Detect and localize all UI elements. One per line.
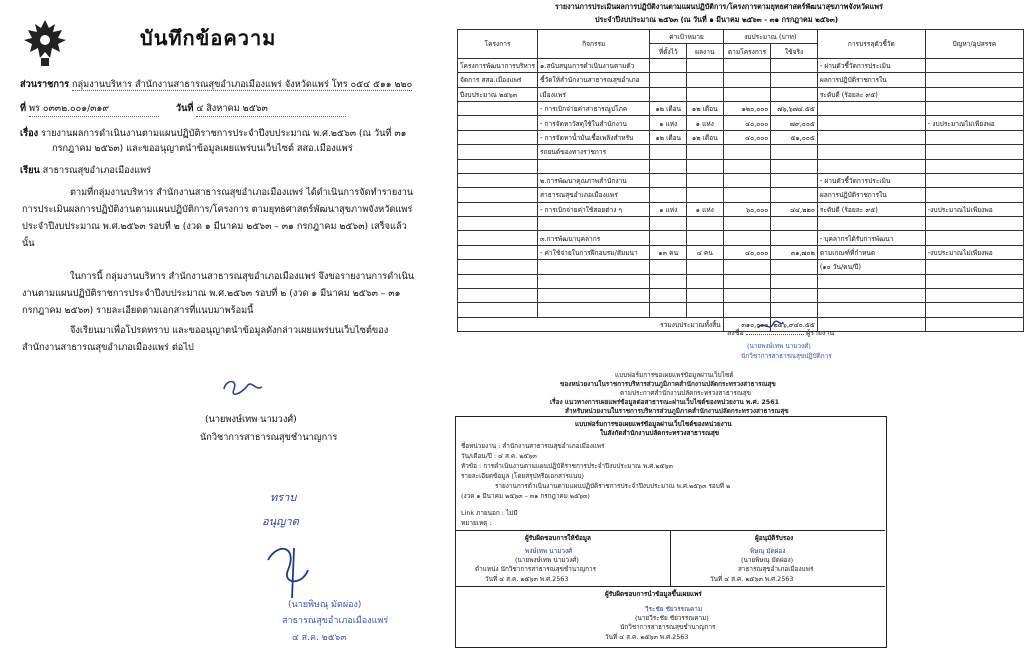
resp-name-2: (นายพงษ์เทพ นามวงศ์)	[515, 556, 579, 564]
stamp-title: สาธารณสุขอำเภอเมืองแพร่	[282, 616, 389, 626]
table-cell-b1	[723, 87, 771, 101]
pub-name: วีระชัย ชัยวรรณคาม	[645, 605, 703, 613]
stamp-name: (นายพิษณุ มัดผ่อง)	[288, 600, 362, 610]
resp-title: ผู้รับผิดชอบการให้ข้อมูล	[525, 534, 591, 542]
table-cell-b2	[771, 217, 818, 231]
table-cell-t2	[687, 173, 724, 187]
table-cell-project	[458, 260, 538, 274]
table-cell-t1	[650, 58, 687, 72]
total-used: ๒๔๖,๙๔๐.๕๕	[771, 317, 818, 331]
table-cell-problem	[925, 58, 1023, 72]
report-table-body	[458, 58, 1024, 317]
table-cell-b2	[771, 173, 818, 187]
table-cell-activity: - การจัดหาวัสดุใช้ในสำนักงาน	[538, 116, 650, 130]
date-label: วันที่	[175, 103, 194, 114]
table-cell-success	[817, 289, 925, 303]
table-cell-problem	[925, 73, 1023, 87]
memo-title: บันทึกข้อความ	[140, 26, 277, 50]
form-date: วัน/เดือน/ปี : ๔ ส.ค. ๒๕๖๓	[461, 452, 537, 460]
total-plan: ๓๑๐,๐๐๐	[723, 317, 771, 331]
table-cell-project	[458, 173, 538, 187]
table-row	[458, 217, 1024, 231]
signer-title: นักวิชาการสาธารณสุขชำนาญการ	[200, 432, 338, 443]
table-cell-success	[817, 101, 925, 115]
table-cell-problem	[925, 260, 1023, 274]
table-cell-success	[817, 303, 925, 317]
reporter-name: (นายพงษ์เทพ นามวงศ์)	[747, 342, 811, 350]
table-cell-t2: ๔ คน	[687, 245, 724, 259]
total-label: รวมงบประมาณทั้งสิ้น	[458, 317, 724, 331]
table-cell-t2	[687, 58, 724, 72]
col-target-result: ผลงาน	[687, 44, 724, 58]
table-cell-problem	[925, 101, 1023, 115]
table-cell-t1	[650, 87, 687, 101]
garuda-emblem-icon	[22, 16, 68, 68]
resp-position: ตำแหน่ง นักวิชาการสาธารณสุขชำนาญการ	[475, 565, 597, 573]
table-cell-t1: ๑๓ คน	[650, 245, 687, 259]
table-cell-t2: ๑๒ เดือน	[687, 101, 724, 115]
to-row	[20, 163, 151, 178]
table-cell-success: - ผ่านตัวชี้วัดการประเมิน	[817, 173, 925, 187]
table-cell-project: ปีงบประมาณ ๒๕๖๓	[458, 87, 538, 101]
table-cell-b2	[771, 303, 818, 317]
table-cell-t2	[687, 145, 724, 159]
form-link: Link ภายนอก : ไม่มี	[461, 509, 518, 517]
director-signature	[258, 540, 328, 600]
table-cell-t2	[687, 274, 724, 288]
agency-label: ส่วนราชการ	[20, 79, 70, 90]
evaluation-report	[455, 0, 1024, 360]
form-agency: ชื่อหน่วยงาน : สำนักงานสาธารณสุขอำเภอเมืองแพร่	[461, 442, 605, 450]
table-cell-b1	[723, 159, 771, 173]
table-cell-t1: ๑๒ เดือน	[650, 130, 687, 144]
table-cell-activity	[538, 303, 650, 317]
table-cell-problem	[925, 130, 1023, 144]
report-table	[457, 29, 1024, 332]
stamp-date: ๔ ส.ค. ๒๕๖๓	[292, 633, 347, 643]
report-heading-1: รายงานการประเมินผลการปฏิบัติงานตามแผนปฏิบัติการ/โครงการตามยุทธศาสตร์พัฒนาสุขภาพจังหวัดแพร่	[555, 2, 883, 11]
table-row	[458, 289, 1024, 303]
table-cell-t1	[650, 274, 687, 288]
table-cell-b1	[723, 188, 771, 202]
table-cell-problem	[925, 87, 1023, 101]
table-cell-success: - บุคลากรได้รับการพัฒนา	[817, 231, 925, 245]
table-cell-b1: ๑๒๐,๐๐๐	[723, 101, 771, 115]
table-cell-project	[458, 159, 538, 173]
table-cell-problem	[925, 145, 1023, 159]
form-detail-value: รายงานการดำเนินงานตามแผนปฏิบัติราชการประจำปีงบประมาณ พ.ศ.๒๕๖๓ รอบที่ ๒	[495, 482, 731, 490]
table-cell-project	[458, 217, 538, 231]
table-row	[458, 145, 1024, 159]
pub-position: นักวิชาการสาธารณสุขชำนาญการ	[620, 623, 716, 631]
table-row	[458, 303, 1024, 317]
col-success: การบรรลุตัวชี้วัด	[817, 30, 925, 59]
table-cell-t1	[650, 217, 687, 231]
form-note: หมายเหตุ :	[461, 519, 492, 527]
table-cell-success	[817, 116, 925, 130]
table-cell-project: จัดการ สสอ.เมืองแพร่	[458, 73, 538, 87]
agency-value: กลุ่มงานบริหาร สำนักงานสาธารณสุขอำเภอเมืองแพร่ จังหวัดแพร่ โทร ๐๕๔ ๕๑๑ ๒๒๐	[71, 79, 413, 90]
table-cell-activity: ๑.สนับสนุนการดำเนินงานตามตัว	[538, 58, 650, 72]
table-cell-activity	[538, 289, 650, 303]
table-cell-problem: -งบประมาณไม่เพียงพอ	[925, 245, 1023, 259]
date-value: ๔ สิงหาคม ๒๕๖๓	[196, 101, 346, 117]
table-cell-t1	[650, 231, 687, 245]
table-cell-problem	[925, 303, 1023, 317]
table-cell-t2	[687, 231, 724, 245]
table-cell-success: - ผ่านตัวชี้วัดการประเมิน	[817, 58, 925, 72]
table-row	[458, 116, 1024, 130]
table-row	[458, 87, 1024, 101]
table-row	[458, 73, 1024, 87]
table-row	[458, 130, 1024, 144]
publication-request-form	[455, 368, 1024, 648]
table-cell-problem	[925, 274, 1023, 288]
table-cell-t1	[650, 260, 687, 274]
table-cell-activity	[538, 159, 650, 173]
table-row	[458, 101, 1024, 115]
table-cell-t2	[687, 217, 724, 231]
to-value: สาธารณสุขอำเภอเมืองแพร่	[42, 165, 152, 176]
table-cell-t1	[650, 159, 687, 173]
table-cell-problem	[925, 159, 1023, 173]
table-cell-b2	[771, 159, 818, 173]
signed-prefix: ลงชื่อ	[727, 329, 744, 337]
form-detail-value-2: (งวด ๑ มีนาคม ๒๕๖๓ – ๓๑ กรกฎาคม ๒๕๖๓)	[461, 492, 590, 500]
form-box-title-1: แบบฟอร์มการขอเผยแพร่ข้อมูลผ่านเว็บไซต์ของหน่วยงาน	[575, 420, 732, 428]
table-cell-success: ตามเกณฑ์ที่กำหนด	[817, 245, 925, 259]
table-cell-b2	[771, 87, 818, 101]
table-cell-b2	[771, 188, 818, 202]
table-cell-b2	[771, 145, 818, 159]
subject-row	[20, 126, 406, 141]
col-problems: ปัญหา/อุปสรรค	[925, 30, 1023, 59]
table-cell-activity: - การเบิกจ่ายค่าสาธารณูปโภค	[538, 101, 650, 115]
table-cell-project	[458, 202, 538, 216]
table-cell-success	[817, 145, 925, 159]
table-cell-b1: ๖๐,๐๐๐	[723, 202, 771, 216]
table-cell-t2: ๑๒ เดือน	[687, 130, 724, 144]
paragraph-2: ในการนี้ กลุ่มงานบริหาร สำนักงานสาธารณสุขอำเภอเมืองแพร่ จึงขอรายงานการดำเนินงานตามแผนปฏิบัติราชการประจำปีงบประมาณ พ.ศ.๒๕๖๓ รอบที่ ๒ (งวด ๑ มีนาคม ๒๕๖๓ – ๓๑ กรกฎาคม ๒๕๖๓) รายละเอียดตามเอกสารที่แนบมาพร้อมนี้	[22, 271, 415, 316]
table-row	[458, 58, 1024, 72]
col-target-set: ที่ตั้งไว้	[650, 44, 687, 58]
table-cell-b2: ๕๑,๐๐๕	[771, 130, 818, 144]
table-cell-b2: ๗๙,๐๐๕	[771, 116, 818, 130]
form-box-title-2: ในสังกัดสำนักงานปลัดกระทรวงสาธารณสุข	[600, 429, 720, 437]
table-cell-project	[458, 188, 538, 202]
table-cell-success	[817, 159, 925, 173]
table-cell-b2	[771, 274, 818, 288]
agency-row	[20, 77, 412, 92]
table-cell-success: ระดับดี (ร้อยละ ๙๕)	[817, 202, 925, 216]
table-cell-activity: ๓.การพัฒนาบุคลากร	[538, 231, 650, 245]
reporter-title: นักวิชาการสาธารณสุขปฏิบัติการ	[741, 352, 832, 360]
col-budget-used: ใช้จริง	[771, 44, 818, 58]
table-row	[458, 260, 1024, 274]
approval-note-permit: อนุญาต	[262, 515, 299, 528]
table-cell-b1	[723, 303, 771, 317]
form-heading-4: เรื่อง แนวทางการเผยแพร่ข้อมูลต่อสาธารณะผ่านเว็บไซต์ของหน่วยงาน พ.ศ. 2561	[550, 398, 780, 406]
table-cell-t1	[650, 173, 687, 187]
table-cell-b2	[771, 260, 818, 274]
table-cell-success	[817, 217, 925, 231]
table-cell-activity: ๒.การพัฒนาคุณภาพสำนักงาน	[538, 173, 650, 187]
table-cell-project	[458, 231, 538, 245]
table-cell-activity: เมืองแพร่	[538, 87, 650, 101]
resp-date: วันที่ ๔ ส.ค. ๒๕๖๓ พ.ศ.2563	[485, 575, 569, 583]
table-cell-problem	[925, 289, 1023, 303]
table-cell-b2: ๗๖,๖๗๔.๕๕	[771, 101, 818, 115]
table-cell-b1	[723, 260, 771, 274]
table-row	[458, 188, 1024, 202]
table-cell-b1: ๔๐,๐๐๐	[723, 116, 771, 130]
table-cell-t2	[687, 73, 724, 87]
table-cell-t2: ๑ แห่ง	[687, 116, 724, 130]
form-heading-3: ตามประกาศสำนักงานปลัดกระทรวงสาธารณสุข	[620, 389, 752, 397]
table-cell-activity	[538, 274, 650, 288]
table-cell-b1: ๔๐,๐๐๐	[723, 245, 771, 259]
table-row	[458, 173, 1024, 187]
form-detail-label: รายละเอียดข้อมูล (โดยสรุปหรือเอกสารแนบ)	[461, 472, 584, 480]
paragraph-3: จึงเรียนมาเพื่อโปรดทราบ และขออนุญาตนำข้อมูลดังกล่าวเผยแพร่บนเว็บไซต์ของสำนักงานสาธารณสุขอำเภอเมืองแพร่ ต่อไป	[22, 325, 389, 353]
table-cell-problem	[925, 188, 1023, 202]
col-activity: กิจกรรม	[538, 30, 650, 59]
publisher-box-top-line	[455, 586, 885, 587]
table-cell-t1	[650, 73, 687, 87]
table-row	[458, 231, 1024, 245]
appr-date: วันที่ ๔ ส.ค. ๒๕๖๓ พ.ศ.2563	[710, 575, 794, 583]
table-cell-b2	[771, 58, 818, 72]
table-cell-b1	[723, 217, 771, 231]
table-cell-t2: ๑ แห่ง	[687, 202, 724, 216]
table-cell-b1	[723, 289, 771, 303]
table-cell-activity: ชี้วัดให้สำนักงานสาธารณสุขอำเภอ	[538, 73, 650, 87]
table-cell-project	[458, 274, 538, 288]
form-heading-2: ของหน่วยงานในราชการบริหารส่วนภูมิภาคสำนักงานปลัดกระทรวงสาธารณสุข	[560, 380, 776, 388]
table-cell-t1: ๑ แห่ง	[650, 116, 687, 130]
table-cell-project	[458, 101, 538, 115]
sign-box-divider	[670, 530, 671, 586]
report-heading-2: ประจำปีงบประมาณ ๒๕๖๓ (ณ วันที่ ๑ มีนาคม ๒๕๖๓ - ๓๑ กรกฎาคม ๒๕๖๓)	[595, 15, 839, 24]
table-cell-t2	[687, 87, 724, 101]
table-cell-problem	[925, 231, 1023, 245]
appr-position: สาธารณสุขอำเภอเมืองแพร่	[738, 565, 814, 573]
subject-label: เรื่อง	[20, 128, 39, 139]
signer-name: (นายพงษ์เทพ นามวงศ์)	[205, 414, 297, 425]
appr-name: พิษณุ มัดผ่อง	[750, 547, 786, 555]
table-cell-project	[458, 130, 538, 144]
author-signature	[218, 375, 266, 397]
table-cell-t1	[650, 145, 687, 159]
table-cell-success: ระดับดี (ร้อยละ ๙๕)	[817, 87, 925, 101]
form-topic: หัวข้อ : การดำเนินงานตามแผนปฏิบัติราชการประจำปีงบประมาณ พ.ศ.๒๕๖๓	[461, 462, 673, 470]
table-cell-t1	[650, 289, 687, 303]
table-cell-activity: รถยนต์ของทางราชการ	[538, 145, 650, 159]
paragraph-1: ตามที่กลุ่มงานบริหาร สำนักงานสาธารณสุขอำเภอเมืองแพร่ ได้ดำเนินการจัดทำรายงานการประเมินผลการปฏิบัติงานตามแผนปฏิบัติการ/โครงการ ตามยุทธศาสตร์พัฒนาสุขภาพจังหวัดแพร่ ประจำปีงบประมาณ พ.ศ.๒๕๖๓ รอบที่ ๒ (งวด ๑ มีนาคม ๒๕๖๓ – ๓๑ กรกฎาคม ๒๕๖๓) เสร็จแล้ว นั้น	[22, 187, 414, 249]
table-cell-project: โครงการพัฒนาการบริหาร	[458, 58, 538, 72]
col-budget-plan: ตามโครงการ	[723, 44, 771, 58]
col-project: โครงการ	[458, 30, 538, 59]
table-row	[458, 159, 1024, 173]
table-cell-b2: ๔๔,๒๒๐	[771, 202, 818, 216]
signed-suffix: ผู้รายงาน	[806, 329, 835, 337]
table-cell-activity: - การจัดหาน้ำมันเชื้อเพลิงสำหรับ	[538, 130, 650, 144]
table-row	[458, 274, 1024, 288]
table-cell-activity	[538, 260, 650, 274]
pub-title: ผู้รับผิดชอบการนำข้อมูลขึ้นเผยแพร่	[605, 590, 702, 598]
form-heading-1: แบบฟอร์มการขอเผยแพร่ข้อมูลผ่านเว็บไซต์	[615, 371, 734, 379]
memo-document	[0, 0, 445, 648]
table-cell-project	[458, 289, 538, 303]
table-cell-b2	[771, 73, 818, 87]
table-cell-t2	[687, 289, 724, 303]
table-cell-project	[458, 303, 538, 317]
table-cell-activity	[538, 217, 650, 231]
table-cell-success	[817, 130, 925, 144]
total-empty-2	[925, 317, 1023, 331]
table-row	[458, 245, 1024, 259]
table-cell-success: ผลการปฏิบัติราชการใน	[817, 188, 925, 202]
table-cell-success	[817, 274, 925, 288]
reporter-signature-line	[746, 334, 804, 335]
table-cell-success: ผลการปฏิบัติราชการใน	[817, 73, 925, 87]
approval-note-ack: ทราบ	[270, 491, 297, 504]
table-cell-t2	[687, 188, 724, 202]
table-cell-b1	[723, 58, 771, 72]
ref-label: ที่	[20, 103, 27, 114]
table-cell-t1: ๑ แห่ง	[650, 202, 687, 216]
table-cell-problem: -งบประมาณไม่เพียงพอ	[925, 202, 1023, 216]
pub-date: วันที่ ๔ ส.ค. ๒๕๖๓ พ.ศ.2563	[605, 633, 689, 641]
reporter-signature	[755, 318, 785, 334]
table-cell-problem: - งบประมาณไม่เพียงพอ	[925, 116, 1023, 130]
table-cell-b2: ๓๑,๗๐๒	[771, 245, 818, 259]
table-cell-t2	[687, 260, 724, 274]
table-cell-project	[458, 245, 538, 259]
table-cell-b1: ๔๐,๐๐๐	[723, 130, 771, 144]
table-cell-t1: ๑๒ เดือน	[650, 101, 687, 115]
table-cell-t1	[650, 188, 687, 202]
appr-name-2: (นายพิษณุ มัดผ่อง)	[741, 556, 794, 564]
table-cell-b1	[723, 231, 771, 245]
table-cell-problem	[925, 173, 1023, 187]
table-cell-b2	[771, 231, 818, 245]
table-row	[458, 202, 1024, 216]
resp-name: พงษ์เทพ นามวงศ์	[525, 547, 573, 555]
pub-name-2: (นายวีระชัย ชัยวรรณคาม)	[635, 614, 709, 622]
table-cell-b1	[723, 145, 771, 159]
form-heading-5: สำหรับหน่วยงานในราชการบริหารส่วนภูมิภาคสำนักงานปลัดกระทรวงสาธารณสุข	[565, 407, 789, 415]
ref-value: พร ๐๓๓๒.๐๐๑/๓๑๙	[29, 101, 159, 117]
table-cell-b1	[723, 173, 771, 187]
table-cell-t1	[650, 303, 687, 317]
table-cell-activity: สาธารณสุขอำเภอเมืองแพร่	[538, 188, 650, 202]
table-cell-activity: - ค่าใช้จ่ายในการฝึกอบรม/สัมมนา	[538, 245, 650, 259]
appr-title: ผู้อนุมัติรับรอง	[755, 534, 794, 542]
table-cell-b2	[771, 289, 818, 303]
table-cell-activity: - การเบิกจ่ายค่าใช้สอยต่าง ๆ	[538, 202, 650, 216]
ref-row	[20, 101, 346, 117]
table-cell-b1	[723, 73, 771, 87]
to-label: เรียน	[20, 165, 40, 176]
subject-line-1: รายงานผลการดำเนินงานตามแผนปฏิบัติราชการประจำปีงบประมาณ พ.ศ.๒๕๖๓ (ณ วันที่ ๓๑	[41, 128, 407, 139]
col-budget: งบประมาณ (บาท)	[723, 30, 817, 44]
table-cell-t2	[687, 159, 724, 173]
col-target: ค่าเป้าหมาย	[650, 30, 723, 44]
table-cell-problem	[925, 217, 1023, 231]
table-cell-success: (๑๐ วัน/คน/ปี)	[817, 260, 925, 274]
table-cell-b1	[723, 274, 771, 288]
table-cell-project	[458, 116, 538, 130]
subject-line-2: กรกฎาคม ๒๕๖๓) และขออนุญาตนำข้อมูลเผยแพร่บนเว็บไซต์ สสอ.เมืองแพร่	[52, 143, 353, 154]
table-cell-project	[458, 145, 538, 159]
table-cell-t2	[687, 303, 724, 317]
